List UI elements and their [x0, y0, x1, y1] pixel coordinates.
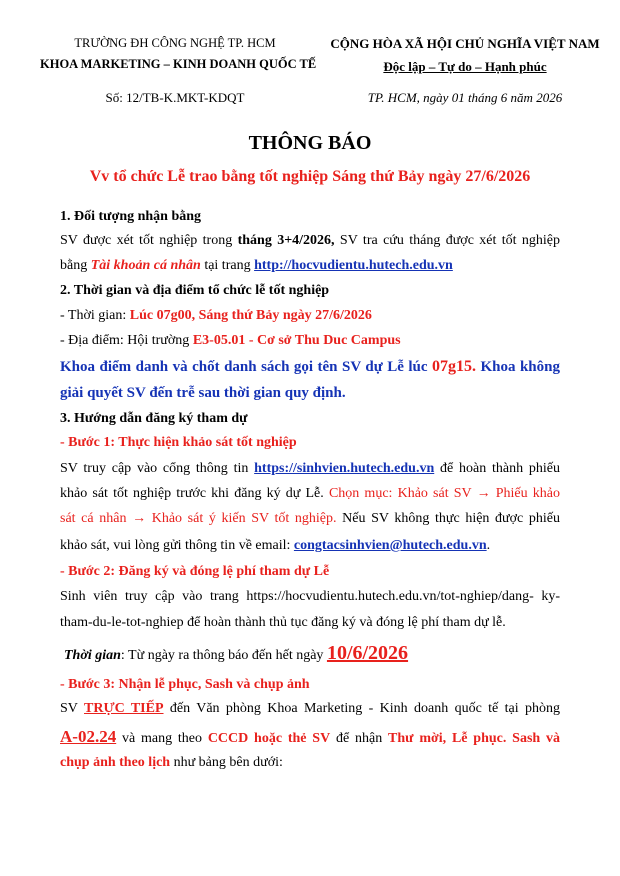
- section-1-paragraph-line-2: bằng Tài khoản cá nhân tại trang http://hocvudientu.hutech.edu.vn: [60, 258, 453, 273]
- step-3-line-1: SV TRỰC TIẾP đến Văn phòng Khoa Marketing - Kinh doanh quốc tế tại phòng: [60, 701, 560, 716]
- step-1-line-3: sát cá nhân → Khảo sát ý kiến SV tốt nghiệp. Nếu SV không thực hiện được phiếu: [60, 511, 561, 526]
- section-1-heading: 1. Đối tượng nhận bằng: [60, 209, 202, 224]
- step-3-heading: - Bước 3: Nhận lễ phục, Sash và chụp ảnh: [60, 677, 310, 692]
- school-name: TRƯỜNG ĐH CÔNG NGHỆ TP. HCM: [74, 36, 276, 50]
- attendance-time: 07g15.: [432, 358, 476, 375]
- national-motto: Độc lập – Tự do – Hạnh phúc: [383, 59, 547, 74]
- student-affairs-email-link[interactable]: congtacsinhvien@hutech.edu.vn: [293, 538, 487, 553]
- survey-path-text: Chọn mục: Khảo sát SV → Phiếu khảo: [328, 486, 560, 501]
- attendance-notice-line-2: giải quyết SV đến trễ sau thời gian quy định.: [60, 385, 346, 401]
- attendance-notice-line-1: Khoa điểm danh và chốt danh sách gọi tên SV dự Lễ lúc 07g15. Khoa không: [60, 358, 560, 375]
- step-1-line-2: khảo sát tốt nghiệp trước khi đăng ký dự Lễ. Chọn mục: Khảo sát SV → Phiếu khảo: [60, 486, 560, 501]
- ceremony-place-value: E3-05.01 - Cơ sở Thu Duc Campus: [192, 333, 401, 348]
- document-subtitle: Vv tổ chức Lễ trao bằng tốt nghiệp Sáng thứ Bảy ngày 27/6/2026: [89, 168, 531, 185]
- step-2-line-1: Sinh viên truy cập vào trang https://hocvudientu.hutech.edu.vn/tot-nghiep/dang- ky-: [60, 589, 560, 604]
- in-person-text: TRỰC TIẾP: [84, 701, 164, 716]
- office-room: A-02.24: [60, 727, 117, 746]
- ceremony-time-value: Lúc 07g00, Sáng thứ Bảy ngày 27/6/2026: [129, 308, 372, 323]
- required-id-text: CCCD hoặc thẻ SV: [207, 731, 331, 746]
- ceremony-time-line: - Thời gian: Lúc 07g00, Sáng thứ Bảy ngày 27/6/2026: [60, 308, 372, 323]
- step-3-line-2: A-02.24 và mang theo CCCD hoặc thẻ SV để nhận Thư mời, Lễ phục. Sash và: [60, 727, 560, 746]
- document-number: Số: 12/TB-K.MKT-KDQT: [105, 90, 245, 105]
- step-1-line-1: SV truy cập vào cổng thông tin https://sinhvien.hutech.edu.vn để hoàn thành phiếu: [60, 461, 560, 476]
- step-3-line-3: chụp ảnh theo lịch như bảng bên dưới:: [60, 755, 283, 770]
- registration-deadline-line: Thời gian: Từ ngày ra thông báo đến hết ngày 10/6/2026: [64, 642, 409, 664]
- document-title: THÔNG BÁO: [248, 132, 372, 154]
- step-1-heading: - Bước 1: Thực hiện khảo sát tốt nghiệp: [60, 435, 297, 450]
- hocvudientu-link[interactable]: http://hocvudientu.hutech.edu.vn: [254, 258, 453, 273]
- faculty-name: KHOA MARKETING – KINH DOANH QUỐC TẾ: [40, 57, 317, 71]
- items-received-text: Thư mời, Lễ phục. Sash và: [388, 731, 560, 746]
- republic-name: CỘNG HÒA XÃ HỘI CHỦ NGHĨA VIỆT NAM: [330, 36, 600, 51]
- section-2-heading: 2. Thời gian và địa điểm tổ chức lễ tốt nghiệp: [60, 283, 330, 298]
- ceremony-place-line: - Địa điểm: Hội trường E3-05.01 - Cơ sở Thu Duc Campus: [60, 333, 401, 348]
- step-2-heading: - Bước 2: Đăng ký và đóng lệ phí tham dự Lễ: [60, 564, 330, 579]
- registration-deadline-date: 10/6/2026: [326, 642, 409, 664]
- step-2-line-2: tham-du-le-tot-nghiep để hoàn thành thủ tục đăng ký và đóng lệ phí tham dự lễ.: [60, 615, 506, 630]
- personal-account-text: Tài khoản cá nhân: [90, 258, 201, 273]
- document-date: TP. HCM, ngày 01 tháng 6 năm 2026: [367, 90, 563, 105]
- registration-url[interactable]: https://hocvudientu.hutech.edu.vn/tot-nghiep/dang- ky-: [246, 589, 560, 604]
- section-1-paragraph-line-1: SV được xét tốt nghiệp trong tháng 3+4/2026, SV tra cứu tháng được xét tốt nghiệp: [60, 233, 560, 248]
- sinhvien-portal-link[interactable]: https://sinhvien.hutech.edu.vn: [254, 461, 435, 476]
- step-1-line-4: khảo sát, vui lòng gửi thông tin về email: congtacsinhvien@hutech.edu.vn.: [60, 538, 491, 553]
- section-3-heading: 3. Hướng dẫn đăng ký tham dự: [60, 411, 248, 426]
